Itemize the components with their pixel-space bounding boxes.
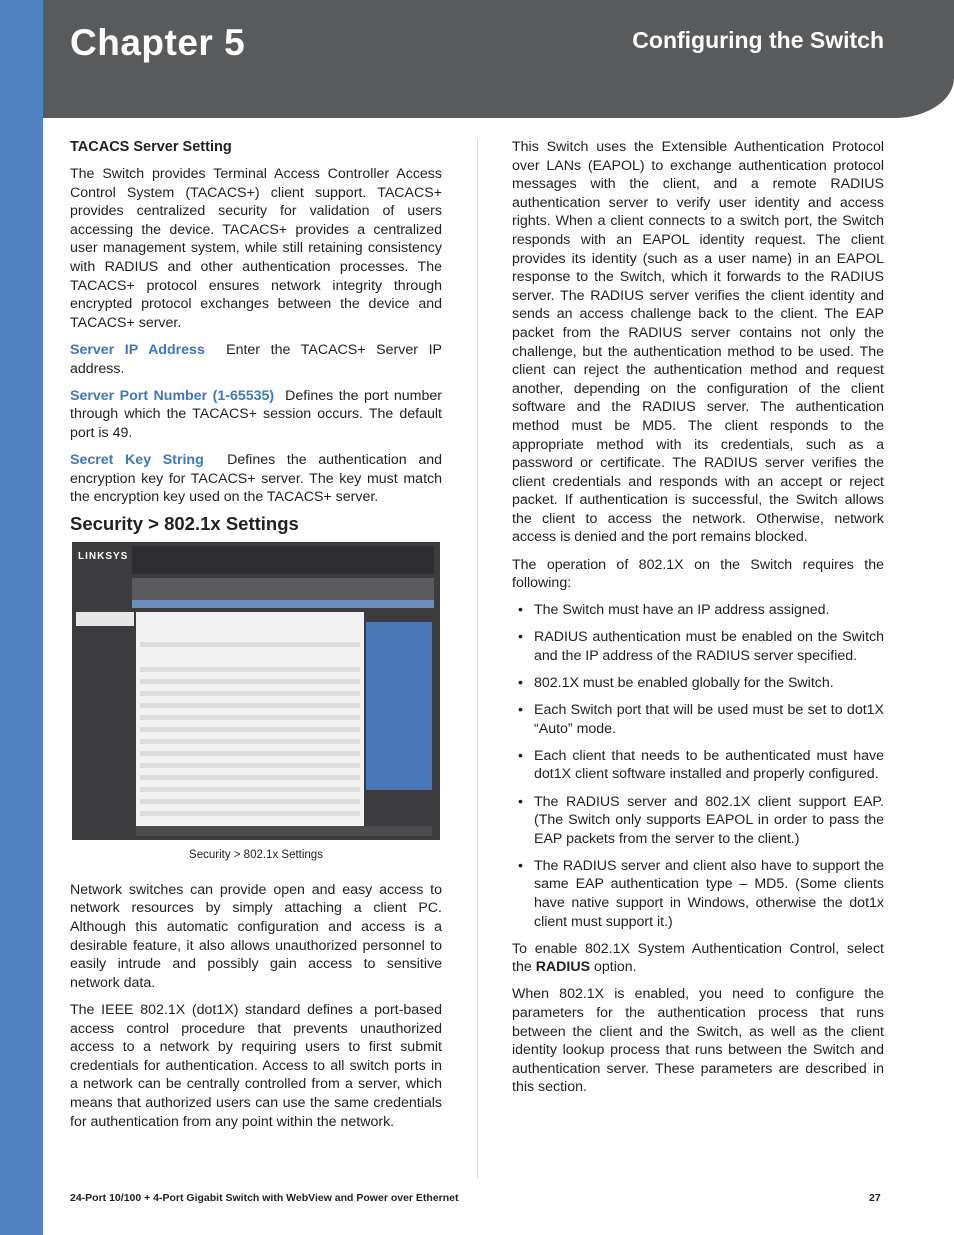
figure-nav xyxy=(132,578,434,600)
list-item: • 802.1X must be enabled globally for the Switch. xyxy=(512,674,884,693)
field-desc: Enter the TACACS+ Server IP address. xyxy=(70,341,443,377)
para-network-switches: Network switches can provide open and easy access to network resources by simply attaching a client PC. Although this automatic configuration and access is a desirable feature, it also allows unauthorized personnel to easily intrude and possibly gain access to sensitive network data. xyxy=(70,881,442,991)
para-ieee-8021x: The IEEE 802.1X (dot1X) standard defines a port-based access control procedure that prevents unauthorized access to a network by requiring users to first submit credentials for authentication. Access to all switch ports in a network can be centrally controlled from a server, which means that authorized users can use the same credentials for authentication from any point within the network. xyxy=(70,1001,442,1130)
left-column xyxy=(70,138,442,1140)
screenshot-figure xyxy=(72,542,440,840)
figure-row xyxy=(140,739,360,744)
list-item: • The Switch must have an IP address assigned. xyxy=(512,601,884,620)
linksys-logo: LINKSYS xyxy=(78,551,129,563)
chapter-label: Chapter 5 xyxy=(70,22,246,63)
figure-button-bar xyxy=(136,826,432,836)
list-item: • Each client that needs to be authenticated must have dot1X client software installed and properly configured. xyxy=(512,747,884,784)
para-parameters: When 802.1X is enabled, you need to configure the parameters for the authentication process that runs between the client and the Switch, as well as the client identity lookup process that runs between the Switch and authentication server. These parameters are described in this section. xyxy=(512,986,884,1096)
figure-subnav xyxy=(132,600,434,608)
figure-row xyxy=(140,703,360,708)
para-enable-radius xyxy=(512,940,884,977)
figure-caption: Security > 802.1x Settings xyxy=(189,849,323,862)
figure-row xyxy=(140,775,360,780)
field-server-port xyxy=(70,387,442,443)
footer-product: 24-Port 10/100 + 4-Port Gigabit Switch with WebView and Power over Ethernet xyxy=(70,1192,459,1204)
list-item: • RADIUS authentication must be enabled on the Switch and the IP address of the RADIUS server specified. xyxy=(512,628,884,665)
figure-row xyxy=(140,679,360,684)
field-term: Server Port Number (1-65535) xyxy=(70,387,275,404)
field-desc: Defines the authentication and encryption key for TACACS+ server. The key must match the encryption key used on the TACACS+ server. xyxy=(70,451,442,506)
left-color-bar xyxy=(0,0,43,1235)
figure-row xyxy=(140,727,360,732)
figure-row xyxy=(140,787,360,792)
field-term: Server IP Address xyxy=(70,341,205,358)
field-term: Secret Key String xyxy=(70,451,204,468)
figure-topbar xyxy=(132,546,434,574)
figure-row xyxy=(140,811,360,816)
figure-row xyxy=(140,642,360,647)
right-column xyxy=(512,138,884,1105)
figure-row xyxy=(140,763,360,768)
page-number: 27 xyxy=(869,1192,881,1204)
figure-help-pane xyxy=(366,622,432,790)
para-eapol: This Switch uses the Extensible Authentication Protocol over LANs (EAPOL) to exchange authentication protocol messages with the client, and a remote RADIUS authentication server to verify user identity and access rights. When a client connects to a switch port, the Switch responds with an EAPOL identity request. The client provides its identity (such as a user name) in an EAPOL response to the Switch, which it forwards to the RADIUS server. The RADIUS server verifies the client identity and sends an access challenge back to the client. The EAP packet from the RADIUS server contains not only the challenge, but the authentication method to be used. The client can reject the authentication method and request another, depending on the configuration of the client software and the RADIUS server. The authentication method must be MD5. The client responds to the appropriate method with its credentials, such as a password or certificate. The RADIUS server verifies the client credentials and responds with an accept or reject packet. If authentication is successful, the Switch allows the client to access the network. Otherwise, network access is denied and the port remains blocked. xyxy=(512,139,884,546)
column-divider xyxy=(477,138,478,1178)
heading-8021x: Security > 802.1x Settings xyxy=(70,513,299,535)
subheading-tacacs: TACACS Server Setting xyxy=(70,139,232,155)
list-item: • The RADIUS server and 802.1X client support EAP. (The Switch only supports EAPOL in order to pass the EAP packets from the server to the client.) xyxy=(512,793,884,849)
list-item: • The RADIUS server and client also have to support the same EAP authentication type – MD5. (Some clients have native support in Windows, otherwise the dot1x client must support it.) xyxy=(512,857,884,931)
figure-row xyxy=(140,715,360,720)
chapter-title: Configuring the Switch xyxy=(632,27,884,53)
figure-row xyxy=(140,751,360,756)
figure-row xyxy=(140,799,360,804)
field-server-ip xyxy=(70,341,442,378)
enable-text-post: option. xyxy=(594,959,637,976)
enable-text-pre: To enable 802.1X System Authentication Control, select the xyxy=(512,940,884,976)
enable-text-bold: RADIUS xyxy=(535,959,591,976)
figure-row xyxy=(140,667,360,672)
field-secret-key xyxy=(70,451,442,507)
figure-side-menu xyxy=(76,612,134,626)
requirements-list xyxy=(512,601,884,931)
tacacs-intro: The Switch provides Terminal Access Controller Access Control System (TACACS+) client support. TACACS+ provides centralized security for validation of users accessing the device. TACACS+ provides a centralized user management system, while still retaining consistency with RADIUS and other authentication processes. The TACACS+ protocol ensures network integrity through encrypted protocol exchanges between the device and TACACS+ server. xyxy=(70,166,442,331)
field-desc: Defines the port number through which the TACACS+ session occurs. The default port is 49. xyxy=(70,387,442,441)
list-item: • Each Switch port that will be used must be set to dot1X “Auto” mode. xyxy=(512,701,884,738)
para-requirements: The operation of 802.1X on the Switch requires the following: xyxy=(512,556,884,592)
figure-row xyxy=(140,691,360,696)
